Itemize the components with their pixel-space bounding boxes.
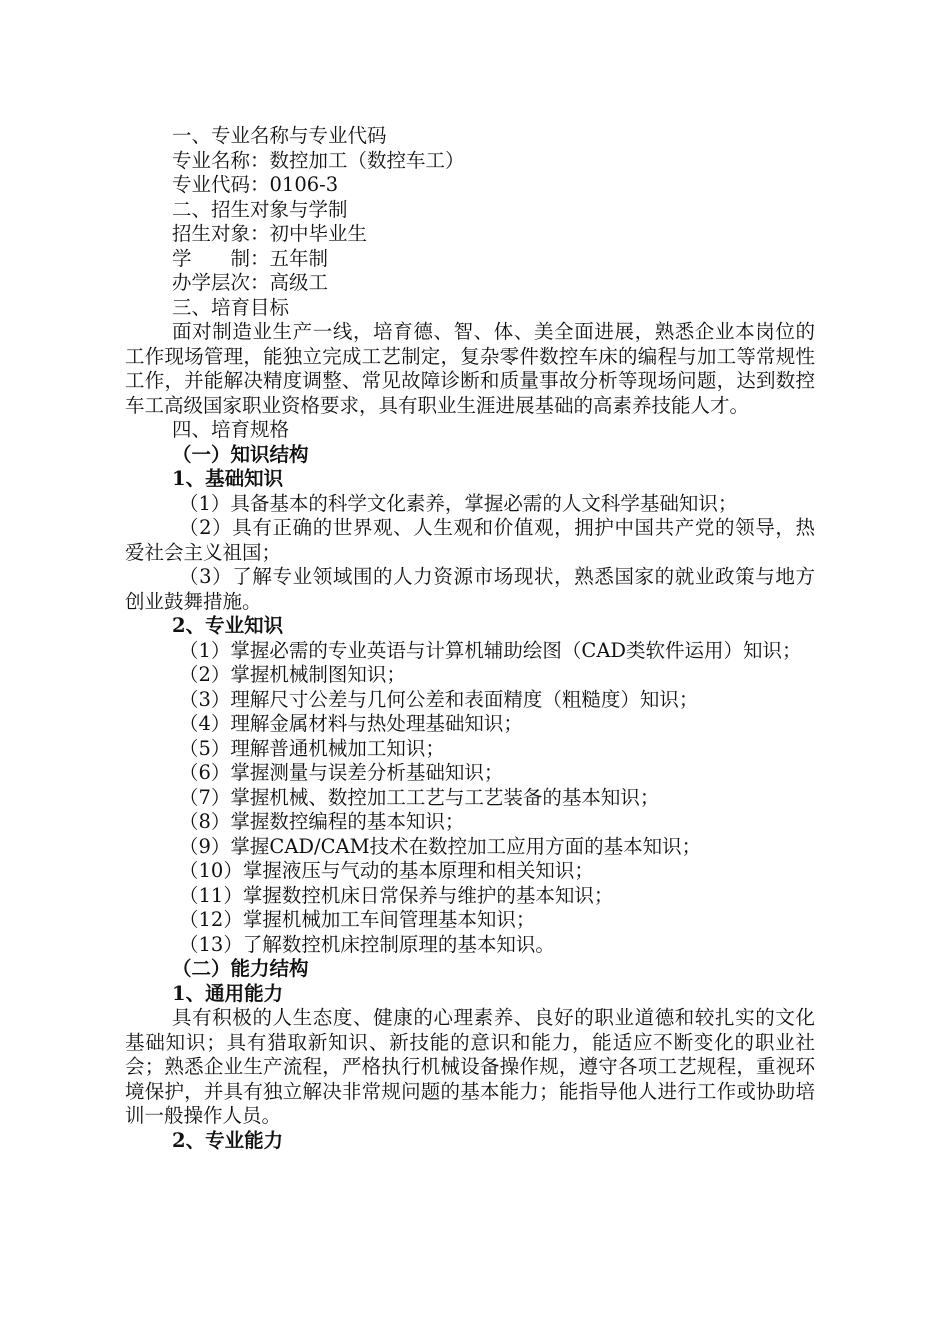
enroll-target: 招生对象：初中毕业生 — [172, 222, 368, 245]
list-item: （7）掌握机械、数控加工工艺与工艺装备的基本知识； — [179, 785, 660, 809]
list-item: （1）掌握必需的专业英语与计算机辅助绘图（CAD类软件运用）知识； — [179, 638, 802, 662]
subheading-general-ability: 1、通用能力 — [172, 981, 284, 1005]
list-item: （10）掌握液压与气动的基本原理和相关知识； — [179, 859, 594, 882]
major-code: 专业代码：0106-3 — [172, 173, 339, 196]
subheading-professional-knowledge: 2、专业知识 — [172, 614, 284, 637]
list-item: （13）了解数控机床控制原理的基本知识。 — [179, 932, 555, 956]
subheading-professional-ability: 2、专业能力 — [172, 1128, 284, 1152]
list-item: （9）掌握CAD/CAM技术在数控加工应用方面的基本知识； — [179, 834, 702, 858]
list-item: （2）掌握机械制图知识； — [179, 663, 406, 686]
school-level: 办学层次：高级工 — [172, 271, 329, 294]
list-item: （5）理解普通机械加工知识； — [179, 736, 445, 760]
major-name: 专业名称：数控加工（数控车工） — [172, 148, 465, 172]
list-item: （2）具有正确的世界观、人生观和价值观，拥护中国共产党的领导，热爱社会主义祖国； — [125, 516, 815, 564]
list-item: （3）理解尺寸公差与几何公差和表面精度（粗糙度）知识； — [179, 687, 699, 711]
section-heading-specs: 四、培育规格 — [172, 418, 290, 441]
section-heading-major: 一、专业名称与专业代码 — [172, 124, 387, 147]
subheading-basic-knowledge: 1、基础知识 — [172, 467, 284, 490]
section-heading-goals: 三、培育目标 — [172, 295, 290, 319]
subheading-ability-structure: （二）能力结构 — [172, 957, 309, 980]
list-item: （11）掌握数控机床日常保养与维护的基本知识； — [179, 883, 614, 907]
study-duration: 学 制：五年制 — [172, 246, 329, 270]
goal-paragraph: 面对制造业生产一线，培育德、智、体、美全面进展，熟悉企业本岗位的工作现场管理，能独立完成工艺制定，复杂零件数控车床的编程与加工等常规性工作，并能解决精度调整、常见故障诊断和质量事故分析等现场问题，达到数控车工高级国家职业资格要求，具有职业生涯进展基础的高素养技能人才。 — [125, 320, 815, 417]
section-heading-enrollment: 二、招生对象与学制 — [172, 197, 348, 221]
list-item: （1）具备基本的科学文化素养，掌握必需的人文科学基础知识； — [179, 491, 738, 515]
general-ability-paragraph: 具有积极的人生态度、健康的心理素养、良好的职业道德和较扎实的文化基础知识；具有猎取新知识、新技能的意识和能力，能适应不断变化的职业社会；熟悉企业生产流程，严格执行机械设备操作规，遵守各项工艺规程，重视环境保护，并具有独立解决非常规问题的基本能力；能指导他人进行工作或协助培训一般操作人员。 — [125, 1006, 815, 1127]
document-body — [125, 124, 815, 1153]
list-item: （8）掌握数控编程的基本知识； — [179, 810, 465, 833]
subheading-knowledge-structure: （一）知识结构 — [172, 442, 309, 466]
list-item: （6）掌握测量与误差分析基础知识； — [179, 761, 504, 784]
list-item: （3）了解专业领域围的人力资源市场现状，熟悉国家的就业政策与地方创业鼓舞措施。 — [125, 565, 815, 613]
list-item: （12）掌握机械加工车间管理基本知识； — [179, 908, 536, 931]
list-item: （4）理解金属材料与热处理基础知识； — [179, 712, 523, 735]
